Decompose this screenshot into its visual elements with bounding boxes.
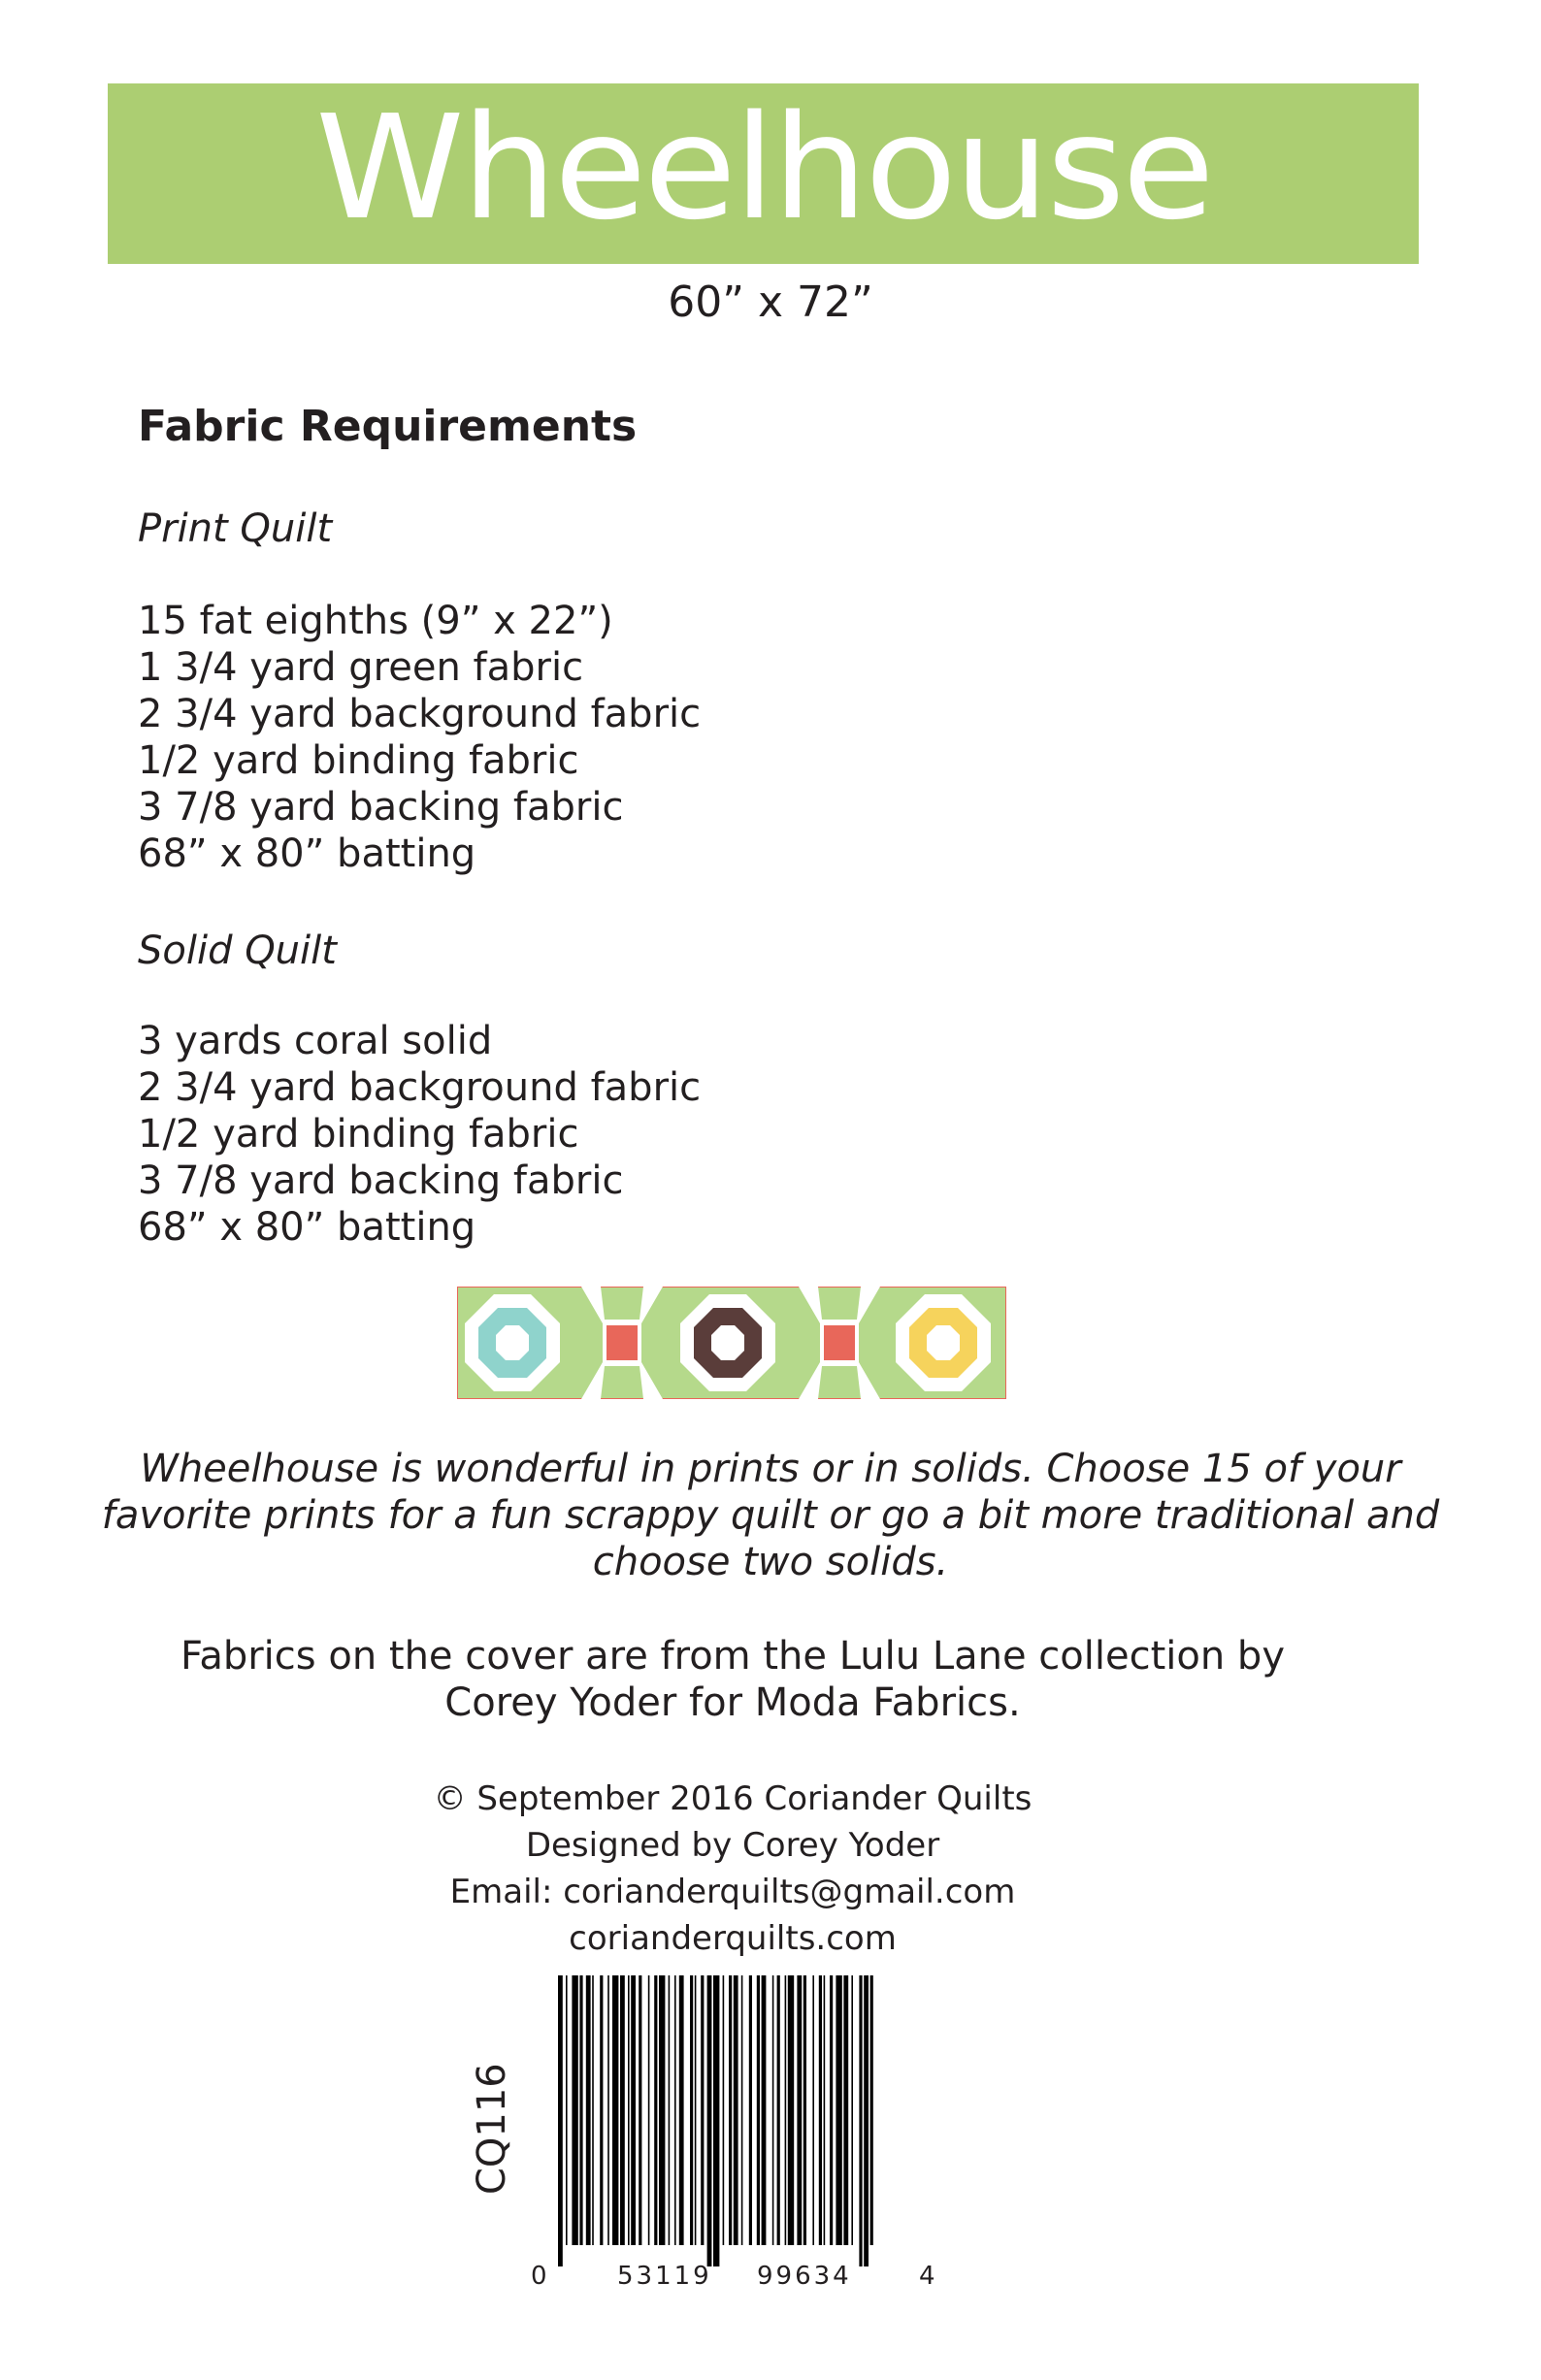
solid-quilt-heading: Solid Quilt [138,929,337,973]
barcode-bar [757,1975,760,2245]
barcode-bar [762,1975,767,2245]
print-quilt-heading: Print Quilt [138,506,333,551]
barcode-bar [788,1975,794,2245]
print-quilt-list [138,598,701,877]
barcode-bar [558,1975,563,2266]
barcode-bar [812,1975,814,2245]
barcode-bar [690,1975,693,2245]
list-item: 1/2 yard binding fabric [138,1112,579,1157]
barcode-bar [669,1975,671,2245]
fabric-note-line: Corey Yoder for Moda Fabrics. [444,1680,1021,1725]
pattern-title: Wheelhouse [314,84,1212,251]
barcode-bar [648,1975,650,2245]
website: corianderquilts.com [569,1919,897,1958]
credits [0,1776,1465,1962]
quilt-size: 60” x 72” [668,277,873,327]
list-item: 3 7/8 yard backing fabric [138,785,624,830]
barcode-bar [628,1975,630,2245]
list-item: 2 3/4 yard background fabric [138,1065,702,1110]
barcode-bar [679,1975,684,2245]
barcode-bar [586,1975,591,2245]
list-item: 15 fat eighths (9” x 22”) [138,599,613,643]
designer-credit: Designed by Corey Yoder [525,1826,940,1865]
barcode-bar [824,1975,826,2245]
barcode-bar [612,1975,618,2245]
barcode-bar [741,1975,743,2245]
barcode-bar [870,1975,873,2245]
barcode-bar [713,1975,719,2266]
description-line: Wheelhouse is wonderful in prints or in solids. Choose 15 of your [140,1447,1401,1491]
barcode-group-left: 53119 [617,2262,712,2291]
barcode-bar [654,1975,657,2245]
barcode-bar [772,1975,774,2245]
barcode-group-right: 99634 [757,2262,852,2291]
barcode-bar [723,1975,725,2245]
fabric-requirements-heading: Fabric Requirements [138,402,638,451]
description-line: favorite prints for a fun scrappy quilt or go a bit more traditional and [101,1493,1440,1538]
list-item: 1/2 yard binding fabric [138,738,579,783]
fabric-note-line: Fabrics on the cover are from the Lulu Lane collection by [180,1634,1285,1679]
barcode-bar [819,1975,822,2245]
email: Email: corianderquilts@gmail.com [449,1873,1016,1911]
solid-quilt-list [138,1018,701,1251]
product-code: CQ116 [470,2063,514,2195]
list-item: 2 3/4 yard background fabric [138,692,702,736]
barcode-bar [864,1975,869,2266]
barcode-bar [572,1975,577,2245]
barcode-bar [695,1975,697,2245]
description [0,1446,1541,1585]
barcode-digit-first: 0 [531,2262,547,2291]
barcode-bar [579,1975,582,2245]
list-item: 68” x 80” batting [138,831,476,876]
barcode [466,1975,970,2291]
title-banner [108,83,1419,264]
barcode-bar [859,1975,862,2266]
barcode-bar [803,1975,806,2245]
barcode-bar [631,1975,636,2245]
description-line: choose two solids. [592,1540,949,1584]
barcode-bars [558,1975,873,2266]
barcode-bar [659,1975,665,2245]
list-item: 3 7/8 yard backing fabric [138,1158,624,1203]
barcode-bar [785,1975,787,2245]
barcode-bar [843,1975,848,2245]
barcode-digit-last: 4 [919,2262,935,2291]
barcode-bar [607,1975,609,2245]
barcode-bar [836,1975,841,2245]
barcode-bar [851,1975,853,2245]
barcode-bar [600,1975,603,2245]
barcode-bar [777,1975,780,2245]
barcode-bar [797,1975,802,2245]
barcode-bar [707,1975,712,2266]
barcode-bar [674,1975,676,2245]
copyright: © September 2016 Coriander Quilts [433,1779,1033,1818]
barcode-bar [734,1975,738,2245]
list-item: 1 3/4 yard green fabric [138,645,584,690]
list-item: 68” x 80” batting [138,1205,476,1250]
barcode-bar [592,1975,594,2245]
barcode-bar [729,1975,732,2245]
quilt-block-strip-illustration [457,1287,1006,1399]
barcode-bar [620,1975,625,2245]
barcode-bar [701,1975,704,2245]
barcode-bar [639,1975,641,2245]
barcode-bar [749,1975,752,2245]
barcode-bar [830,1975,833,2245]
list-item: 3 yards coral solid [138,1019,493,1063]
barcode-bar [566,1975,568,2245]
fabric-note [0,1633,1465,1726]
